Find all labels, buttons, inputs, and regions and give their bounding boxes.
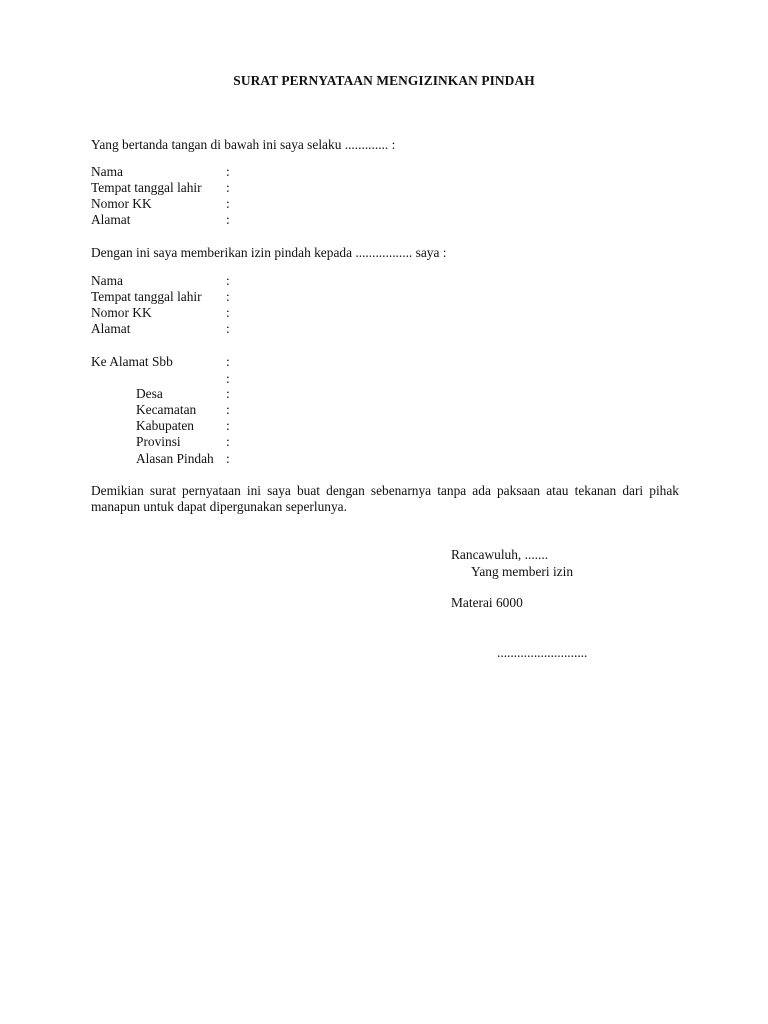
signature-name-line: ........................... [497,645,588,660]
second-party-birth-colon: : [226,289,230,304]
first-party-name-label: Nama [91,164,123,179]
village-colon: : [226,386,230,401]
district-label: Kecamatan [136,402,197,417]
second-party-birth-label: Tempat tanggal lahir [91,289,202,304]
permission-giver: Yang memberi izin [471,564,574,579]
move-reason-label: Alasan Pindah [136,451,214,466]
stamp-duty-label: Materai 6000 [451,595,523,610]
first-party-name-colon: : [226,164,230,179]
place-date: Rancawuluh, ....... [451,547,549,562]
second-party-name-colon: : [226,273,230,288]
first-party-address-label: Alamat [91,212,131,227]
second-party-kk-label: Nomor KK [91,305,152,320]
first-party-birth-colon: : [226,180,230,195]
new-address-label: Ke Alamat Sbb [91,354,173,369]
district-colon: : [226,402,230,417]
first-party-kk-colon: : [226,196,230,211]
second-party-address-label: Alamat [91,321,131,336]
second-party-kk-colon: : [226,305,230,320]
new-address-blank-colon: : [226,371,230,386]
regency-label: Kabupaten [136,418,195,433]
new-address-colon: : [226,354,230,369]
permission-line: Dengan ini saya memberikan izin pindah kepada ................. saya : [91,245,447,260]
first-party-kk-label: Nomor KK [91,196,152,211]
second-party-name-label: Nama [91,273,123,288]
village-label: Desa [136,386,163,401]
first-party-birth-label: Tempat tanggal lahir [91,180,202,195]
intro-line: Yang bertanda tangan di bawah ini saya selaku ............. : [91,137,396,152]
move-reason-colon: : [226,451,230,466]
regency-colon: : [226,418,230,433]
first-party-address-colon: : [226,212,230,227]
document-title: SURAT PERNYATAAN MENGIZINKAN PINDAH [233,73,535,88]
second-party-address-colon: : [226,321,230,336]
closing-paragraph: Demikian surat pernyataan ini saya buat dengan sebenarnya tanpa ada paksaan atau tekanan dari pihak manapun untuk dapat dipergunakan seperlunya. [91,483,679,514]
province-label: Provinsi [136,434,181,449]
province-colon: : [226,434,230,449]
